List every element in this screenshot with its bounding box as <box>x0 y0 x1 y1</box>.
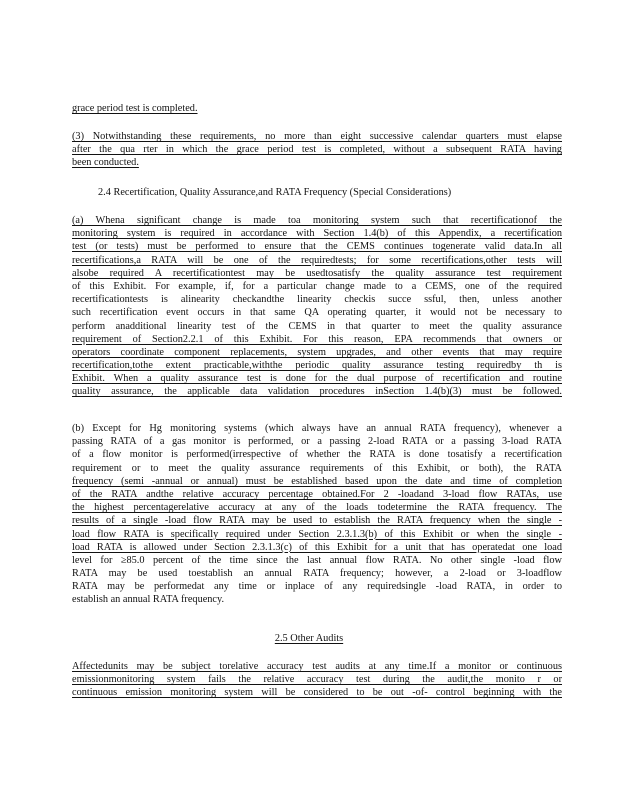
text-line: requirement or to meet the quality assurance requirements of this Exhibit, or both), the RATA <box>72 462 562 474</box>
text-line: test (or tests) must be performed to ensure that the CEMS continues togenerate valid data.In all <box>72 241 562 253</box>
paragraph-grace-period <box>72 102 562 115</box>
text-line: of a flow monitor is performed(irrespective of whether the RATA is done tosatisfy a recertification <box>72 449 562 461</box>
text-line: emissionmonitoring system fails the relative accuracy test during the audit,the monito r or <box>72 674 562 686</box>
text-line: recertificationtests is alinearity checkandthe linearity checkis succe ssful, then, unless another <box>72 294 562 306</box>
text-line: after the qua rter in which the grace period test is completed, without a subsequent RATA having <box>72 144 562 156</box>
text-line: results of a single -load flow RATA may be used to establish the RATA frequency when the single - <box>72 515 562 527</box>
text-line: load RATA is allowed under Section 2.3.1.3(c) of this Exhibit for a unit that has operatedat one load <box>72 541 562 553</box>
paragraph-a-recertification <box>72 214 562 399</box>
text-line: alsobe required A recertificationtest may be usedtosatisfy the quality assurance test requirement <box>72 267 562 279</box>
text-line: (b) Except for Hg monitoring systems (which always have an annual RATA frequency), whenever a <box>72 423 562 434</box>
text-line: of this Exhibit. For example, if, for a particular change made to a CEMS, one of the required <box>72 280 562 292</box>
text-line: of the RATA andthe relative accuracy percentage obtained.For 2 -loadand 3-load flow RATAs, use <box>72 488 562 500</box>
text-line: (a) Whena significant change is made toa monitoring system such that recertificationof the <box>72 215 562 226</box>
text-line: passing RATA of a gas monitor is performed, or a passing 2-load RATA or a passing 3-load RATA <box>72 436 562 448</box>
text-line: quality assurance, the applicable data validation procedures inSection 1.4(b)(3) must be followed. <box>72 386 562 398</box>
heading-text: 2.5 Other Audits <box>274 633 344 644</box>
text-line: been conducted. <box>72 157 139 169</box>
section-heading-2-5 <box>0 632 618 645</box>
text-line: RATA may be performedat any time or inplace of any requiredsingle -load RATA, in order to <box>72 581 562 593</box>
text-line: Exhibit. When a quality assurance test is done for the dual purpose of recertification and routine <box>72 373 562 385</box>
text-line: continuous emission monitoring system will be considered to be out -of- control beginning with the <box>72 687 562 699</box>
text-line: perform anadditional linearity test of the CEMS in that quarter to meet the quality assurance <box>72 320 562 332</box>
text-line: (3) Notwithstanding these requirements, no more than eight successive calendar quarters must elapse <box>72 131 562 142</box>
text-line: RATA may be used toestablish an annual RATA frequency; however, a 2-load or 3-loadflow <box>72 568 562 580</box>
text-line: monitoring system is required in accordance with Section 1.4(b) of this Appendix, a recertification <box>72 228 562 240</box>
text-line: such recertification event occurs in that same QA operating quarter, it would not be necessary to <box>72 307 562 319</box>
text-line: frequency (semi -annual or annual) must be established based upon the date and time of completion <box>72 475 562 487</box>
text-line: the highest percentagerelative accuracy at any of the loads todetermine the RATA frequency. The <box>72 502 562 514</box>
text-line: establish an annual RATA frequency. <box>72 594 225 606</box>
text-line: Affectedunits may be subject torelative accuracy test audits at any time.If a monitor or continuous <box>72 661 562 672</box>
paragraph-3-notwithstanding <box>72 130 562 170</box>
text-line: recertifications,a RATA will be one of the requiredtests; for some recertifications,other tests will <box>72 254 562 266</box>
text-line: requirement of Section2.2.1 of this Exhibit. For this reason, EPA recommends that owners or <box>72 333 562 345</box>
text-line: level for ≥85.0 percent of the time since the last annual flow RATA. No other single -load flow <box>72 554 562 566</box>
section-heading-2-4: 2.4 Recertification, Quality Assurance,and RATA Frequency (Special Considerations) <box>98 187 452 198</box>
text-line: recertification,tothe extent practicable,withthe periodic quality assurance testing requiredby th is <box>72 360 562 372</box>
text-line: grace period test is completed. <box>72 103 198 114</box>
paragraph-other-audits <box>72 660 562 700</box>
paragraph-b-hg-monitoring <box>72 422 562 607</box>
text-line: operators coordinate component replacements, system upgrades, and other events that may require <box>72 346 562 358</box>
text-line: load flow RATA is specifically required under Section 2.3.1.3(b) of this Exhibit or when the single - <box>72 528 562 540</box>
